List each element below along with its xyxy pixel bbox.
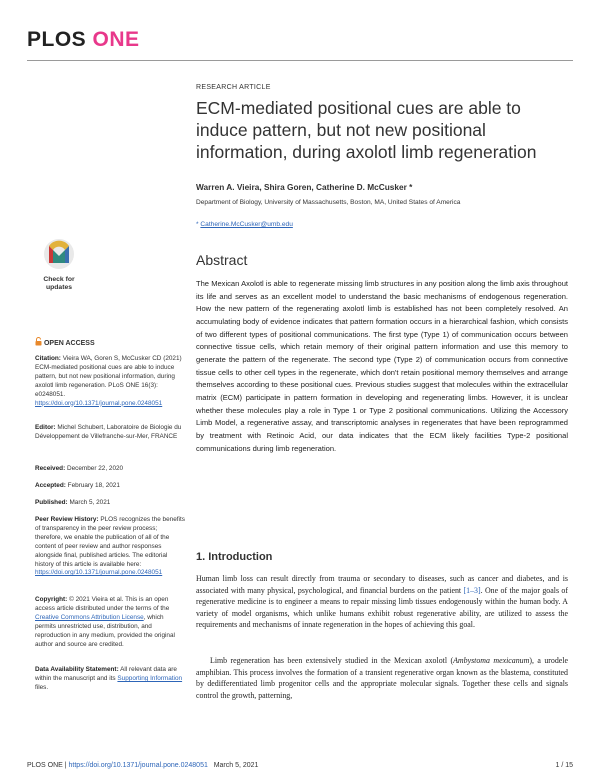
data-availability-text-2: files. — [35, 683, 49, 691]
published-block — [35, 499, 185, 508]
introduction-heading: 1. Introduction — [196, 551, 273, 563]
data-availability-label: Data Availability Statement: — [35, 666, 119, 673]
badge-line2: updates — [45, 284, 73, 291]
footer-journal: PLOS ONE — [27, 762, 63, 769]
received-block — [35, 465, 185, 474]
affiliation: Department of Biology, University of Massachusetts, Boston, MA, United States of America — [196, 199, 461, 206]
accepted-label: Accepted: — [35, 482, 66, 489]
logo-plos: PLOS — [27, 28, 87, 51]
copyright-label: Copyright: — [35, 596, 68, 603]
supporting-info-link[interactable]: Supporting Information — [117, 674, 183, 682]
email-link[interactable]: Catherine.McCusker@umb.edu — [200, 221, 293, 228]
journal-logo — [27, 28, 140, 52]
author-list: Warren A. Vieira, Shira Goren, Catherine D. McCusker * — [196, 182, 413, 192]
intro-p1-text-a: Human limb loss can result directly from trauma or secondary to diseases, such as cancer and diabetes, and is associated with many physical, psychological, and financial burdens on the patient — [196, 574, 568, 595]
copyright-text-1: © 2021 Vieira et al. This is an open access article distributed under the terms of the — [35, 596, 170, 612]
logo-one: ONE — [92, 28, 140, 51]
open-access-lock-icon — [35, 337, 42, 348]
data-availability-text-1: All relevant data are within the manuscript and its — [35, 666, 177, 682]
open-access-label — [35, 337, 95, 348]
peer-review-label: Peer Review History: — [35, 516, 99, 523]
badge-line1: Check for — [43, 276, 75, 283]
published-label: Published: — [35, 499, 68, 506]
peer-review-block — [35, 516, 185, 578]
open-access-text: OPEN ACCESS — [43, 340, 95, 347]
copyright-block — [35, 596, 185, 649]
species-name: Ambystoma mexicanum — [453, 656, 530, 665]
page-footer — [27, 762, 258, 769]
email-star: * — [196, 221, 201, 228]
intro-p2-text-b: ), a urodele amphibian. This process involves the formation of a transient regenerative organ known as the blastema, constituted by dedifferentiated limb progenitor cells and the appropriate molecular signals. Together these cells and signals control the growth, patterning, — [196, 656, 568, 700]
accepted-text: February 18, 2021 — [65, 482, 120, 489]
article-type: RESEARCH ARTICLE — [196, 84, 271, 91]
introduction-paragraph-1 — [196, 573, 568, 631]
header-divider — [27, 60, 573, 61]
accepted-block — [35, 482, 185, 491]
editor-text: Michel Schubert, Laboratoire de Biologie du Développement de Villefranche-sur-Mer, FRANCE — [35, 424, 182, 440]
check-for-updates-badge[interactable] — [35, 237, 83, 293]
abstract-text: The Mexican Axolotl is able to regenerate missing limb structures in any position along the limb axis throughout its life and serves as an excellent model to understand the basic mechanisms of endogenous regeneration. How the new pattern of the regenerating axolotl limb is established has not been completely resolved. An accumulating body of evidence indicates that pattern formation occurs in a hierarchical fashion, which consists of two different types of positional communications. The first type (Type 1) of communication occurs between connective tissue cells, which retain memory of their original pattern information and use this memory to generate the pattern of the regenerate. The second type (Type 2) of communication occurs from connective tissue cells to other cell types in the regenerate, which don't retain positional memory themselves and arrange themselves according to these positional cues. Previous studies suggest that molecules within the extracellular matrix (ECM) participate in pattern formation in developing and regenerating limbs. However, it is unclear whether these molecules play a role in Type 1 or Type 2 positional communications. Utilizing the Accessory Limb Model, a regenerative assay, and transcriptomic analyses in regenerates that have been reprogrammed by treatment with Retinoic Acid, our data indicates that the ECM likely facilities Type-2 positional communications during limb regeneration. — [196, 279, 568, 453]
received-text: December 22, 2020 — [65, 465, 124, 472]
intro-p1-text-b: . One of the major goals of regenerative medicine is to engineer a means to repair missing limb tissues endogenously within the human body. A variety of model organisms, which unlike humans exhibit robust regenerative ability, are utilized to assess the requirements and mechanisms of innate regeneration in the hopes of achieving this goal. — [196, 585, 568, 630]
introduction-paragraph-2 — [196, 655, 568, 701]
abstract-heading: Abstract — [196, 252, 248, 268]
intro-p2-text-a: Limb regeneration has been extensively studied in the Mexican axolotl ( — [210, 656, 454, 665]
page-number: 1 / 15 — [555, 762, 573, 769]
peer-review-link[interactable]: https://doi.org/10.1371/journal.pone.0248051 — [35, 569, 163, 577]
editor-label: Editor: — [35, 424, 56, 431]
footer-separator: | — [62, 762, 69, 769]
footer-date: March 5, 2021 — [213, 762, 259, 769]
published-text: March 5, 2021 — [67, 499, 111, 506]
citation-text: Vieira WA, Goren S, McCusker CD (2021) ECM-mediated positional cues are able to induce pattern, but not new positional information, during axolotl limb regeneration. PLoS ONE 16(3): e0248051. — [35, 355, 182, 398]
citation-doi-link[interactable]: https://doi.org/10.1371/journal.pone.0248051 — [35, 399, 163, 407]
citation-block — [35, 355, 185, 408]
article-title: ECM-mediated positional cues are able to induce pattern, but not new positional information, during axolotl limb regeneration — [196, 98, 537, 162]
peer-review-text: PLOS recognizes the benefits of transparency in the peer review process; therefore, we enable the publication of all of the content of peer review and author responses alongside final, published articles. The editorial history of this article is available here: — [35, 516, 185, 568]
footer-doi-link[interactable]: https://doi.org/10.1371/journal.pone.0248051 — [68, 762, 208, 769]
corresponding-email — [196, 221, 293, 228]
reference-link[interactable]: [1–3] — [463, 585, 481, 595]
copyright-text-2: , which permits unrestricted use, distribution, and reproduction in any medium, provided the original author and source are credited. — [35, 613, 175, 648]
crossmark-icon — [35, 237, 83, 271]
citation-label: Citation: — [35, 355, 61, 362]
editor-block — [35, 424, 185, 442]
license-link[interactable]: Creative Commons Attribution License — [35, 613, 144, 621]
received-label: Received: — [35, 465, 66, 472]
data-availability-block — [35, 666, 185, 693]
